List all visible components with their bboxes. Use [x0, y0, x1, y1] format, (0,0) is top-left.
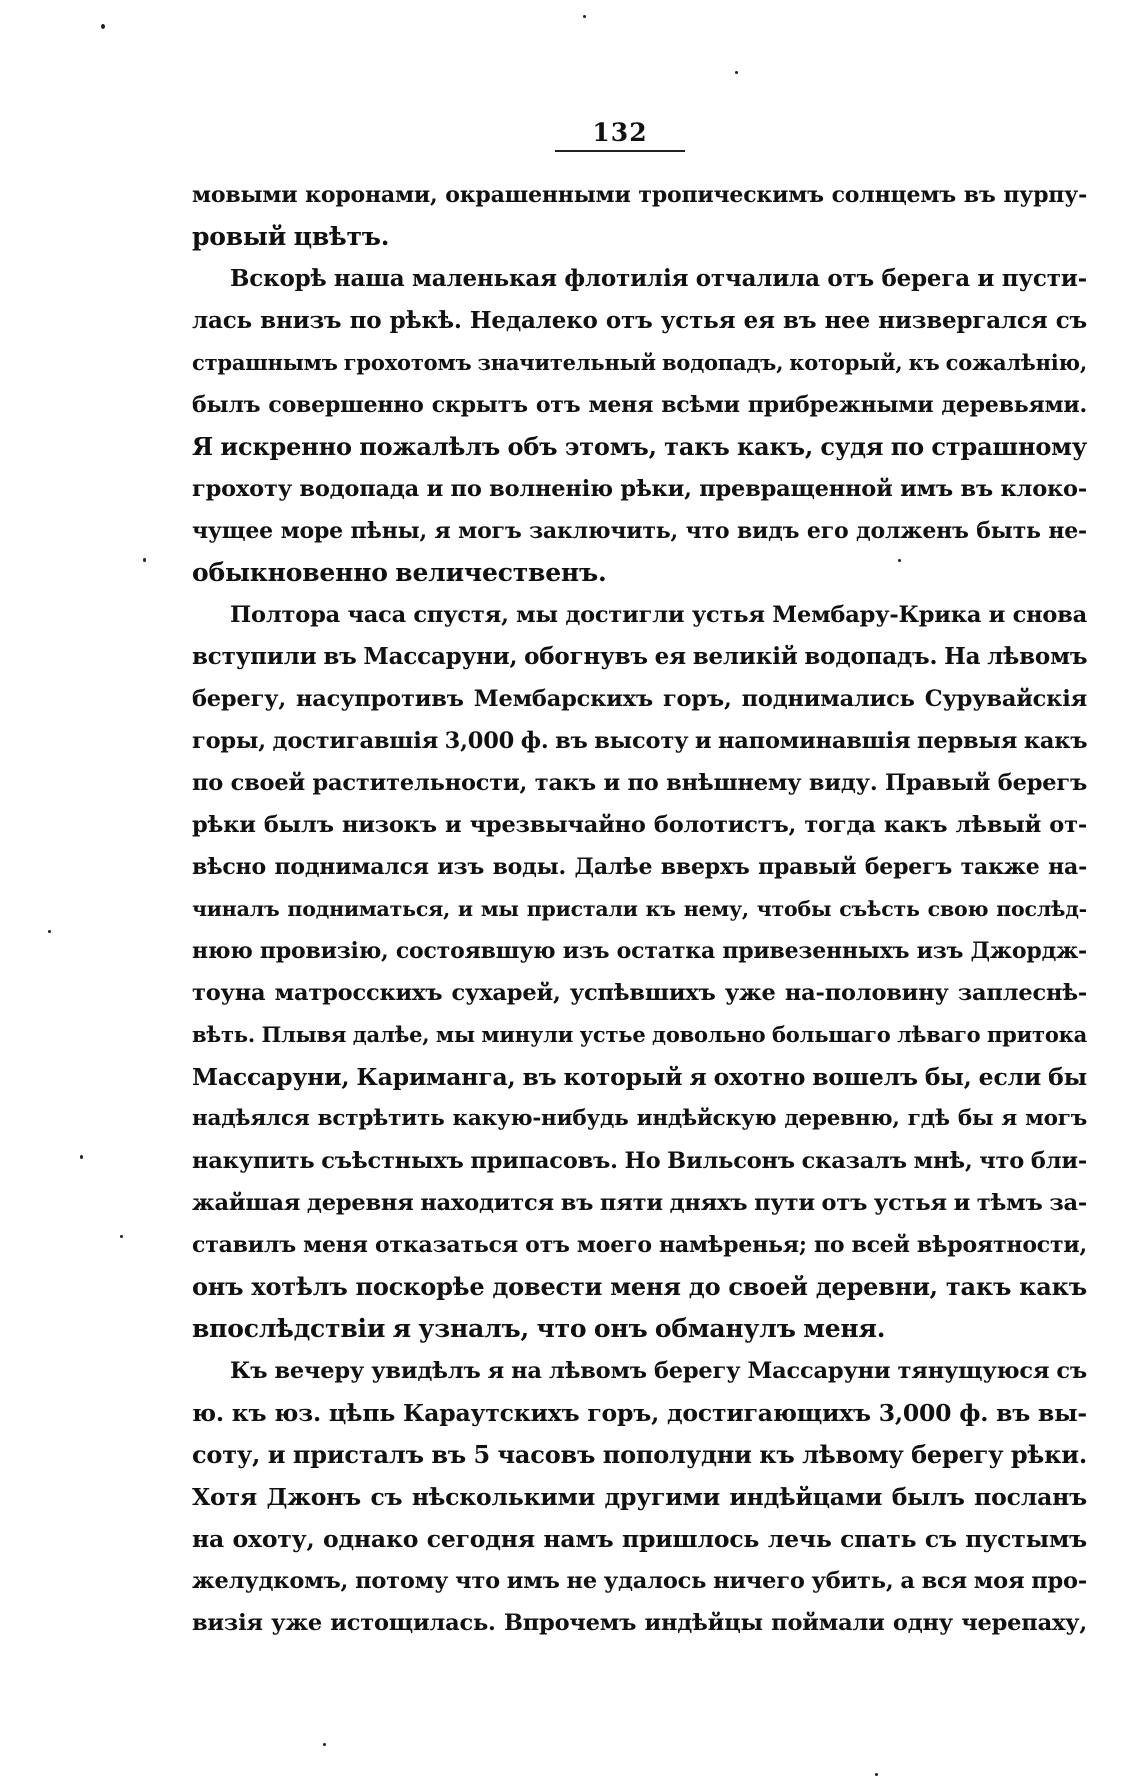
text-line: тоуна матросскихъ сухарей, успѣвшихъ уже на-половину заплеснѣ- — [192, 980, 1087, 1006]
scan-speck — [48, 930, 51, 933]
scan-speck — [875, 1773, 878, 1776]
text-line: страшнымъ грохотомъ значительный водопадъ, который, къ сожалѣнію, — [192, 350, 1087, 375]
text-line: Массаруни, Кариманга, въ который я охотно вошелъ бы, если бы — [192, 1063, 1087, 1091]
text-line: ставилъ меня отказаться отъ моего намѣренья; по всей вѣроятности, — [192, 1232, 1087, 1258]
text-line: берегу, насупротивъ Мембарскихъ горъ, поднимались Сурувайскія — [192, 686, 1087, 712]
scan-speck — [101, 24, 105, 29]
scan-speck — [735, 71, 738, 74]
text-line: вѣсно поднимался изъ воды. Далѣе вверхъ правый берегъ также на- — [192, 854, 1087, 880]
text-line: грохоту водопада и по волненію рѣки, превращенной имъ въ клоко- — [192, 476, 1087, 502]
text-line: онъ хотѣлъ поскорѣе довести меня до своей деревни, такъ какъ — [192, 1272, 1087, 1301]
text-line: Вскорѣ наша маленькая флотилія отчалила отъ берега и пусти- — [230, 265, 1087, 292]
text-line: на охоту, однако сегодня намъ пришлось лечь спать съ пустымъ — [192, 1525, 1087, 1553]
scan-speck — [583, 15, 586, 18]
text-line: былъ совершенно скрытъ отъ меня всѣми прибрежными деревьями. — [192, 392, 1087, 418]
scan-speck — [80, 1155, 83, 1159]
text-line: лась внизъ по рѣкѣ. Недалеко отъ устья ея въ нее низвергался съ — [192, 307, 1087, 334]
text-line: жайшая деревня находится въ пяти дняхъ пути отъ устья и тѣмъ за- — [192, 1190, 1087, 1216]
page-number: 132 — [592, 118, 648, 147]
text-line: обыкновенно величественъ. — [192, 558, 607, 587]
text-line: чиналъ подниматься, и мы пристали къ нему, чтобы съѣсть свою послѣд- — [192, 897, 1087, 921]
text-line: надѣялся встрѣтить какую-нибудь индѣйскую деревню, гдѣ бы я могъ — [192, 1106, 1087, 1131]
scan-speck — [898, 559, 901, 562]
text-line: Хотя Джонъ съ нѣсколькими другими индѣйцами былъ посланъ — [192, 1483, 1087, 1511]
text-line: ю. къ юз. цѣпь Караутскихъ горъ, достигающихъ 3,000 ф. въ вы- — [192, 1399, 1087, 1427]
text-line: Къ вечеру увидѣлъ я на лѣвомъ берегу Массаруни тянущуюся съ — [230, 1358, 1087, 1384]
text-line: мовыми коронами, окрашенными тропическимъ солнцемъ въ пурпу- — [192, 182, 1087, 208]
text-line: нюю провизію, состоявшую изъ остатка привезенныхъ изъ Джордж- — [192, 938, 1087, 964]
text-line: чущее море пѣны, я могъ заключить, что видъ его долженъ быть не- — [192, 518, 1087, 544]
scan-speck — [323, 1743, 326, 1746]
text-line: вѣть. Плывя далѣе, мы минули устье довольно большаго лѣваго притока — [192, 1022, 1087, 1047]
text-line: визія уже истощилась. Впрочемъ индѣйцы поймали одну черепаху, — [192, 1610, 1087, 1636]
text-line: рѣки былъ низокъ и чрезвычайно болотистъ, тогда какъ лѣвый от- — [192, 812, 1087, 838]
text-line: по своей растительности, такъ и по внѣшнему виду. Правый берегъ — [192, 770, 1087, 796]
text-line: желудкомъ, потому что имъ не удалось ничего убить, а вся моя про- — [192, 1568, 1087, 1594]
body-text — [192, 174, 1087, 1644]
text-line: ровый цвѣтъ. — [192, 222, 390, 251]
scan-speck — [120, 1235, 123, 1238]
text-line: Я искренно пожалѣлъ объ этомъ, такъ какъ, судя по страшному — [192, 432, 1087, 461]
text-line: Полтора часа спустя, мы достигли устья Мембару-Крика и снова — [230, 602, 1087, 628]
text-line: вступили въ Массаруни, обогнувъ ея великій водопадъ. На лѣвомъ — [192, 643, 1088, 670]
text-line: горы, достигавшія 3,000 ф. въ высоту и напоминавшія первыя какъ — [192, 728, 1088, 754]
header-rule — [555, 150, 685, 152]
text-line: накупить съѣстныхъ припасовъ. Но Вильсонъ сказалъ мнѣ, что бли- — [192, 1148, 1087, 1174]
scan-speck — [143, 558, 146, 562]
text-line: соту, и присталъ въ 5 часовъ пополудни къ лѣвому берегу рѣки. — [192, 1440, 1087, 1469]
text-line: впослѣдствіи я узналъ, что онъ обманулъ меня. — [192, 1314, 886, 1343]
